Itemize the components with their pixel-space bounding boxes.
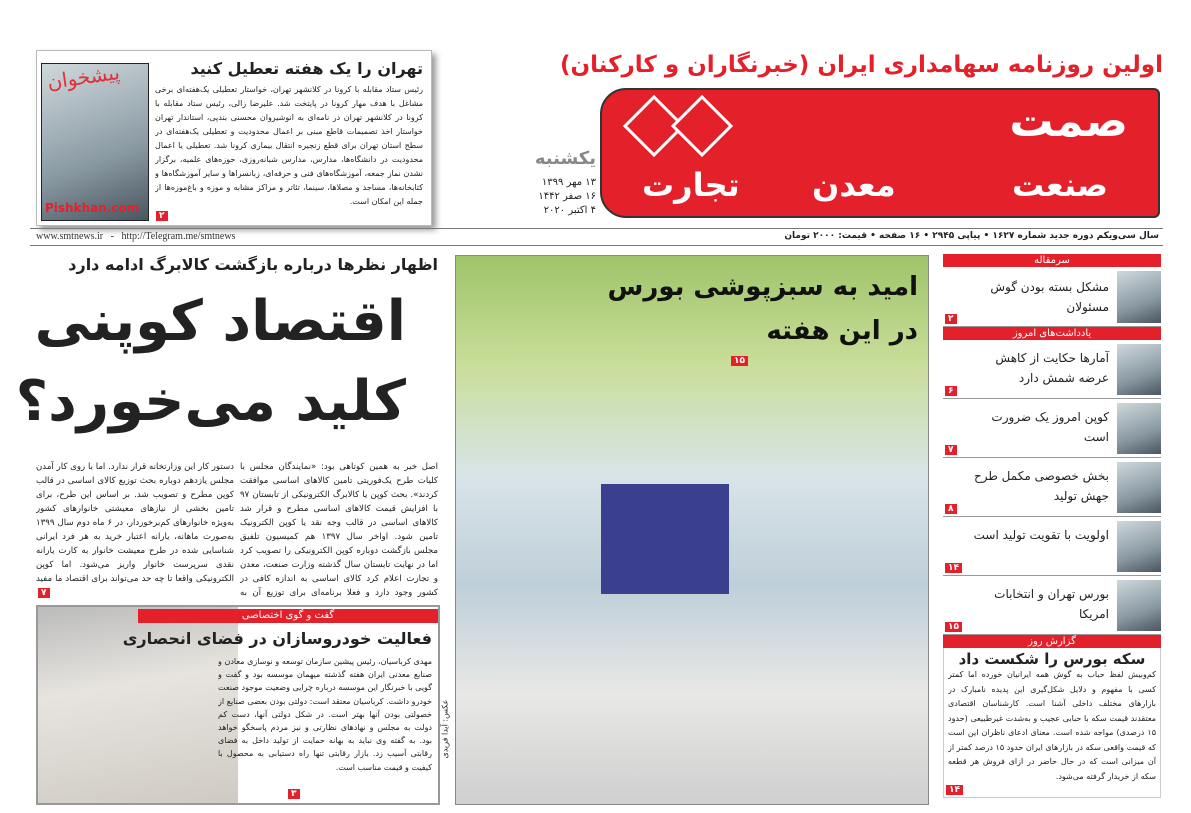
note-item[interactable]: [943, 399, 1161, 458]
editorial-title: مشکل بسته بودن گوش مسئولان: [990, 280, 1109, 314]
feature-headline-2[interactable]: در این هفته: [766, 316, 918, 346]
weekday: یکشنبه: [534, 148, 596, 169]
note-page: ۸: [945, 504, 957, 514]
note-title: اولویت با تقویت تولید است: [973, 528, 1109, 542]
notes-label: یادداشت‌های امروز: [943, 327, 1161, 340]
promo-box[interactable]: [36, 50, 432, 226]
date-hijri: ۱۶ صفر ۱۴۴۲: [538, 191, 596, 202]
note-page: ۶: [945, 386, 957, 396]
logo-main: صمت: [1009, 96, 1128, 147]
tagline: اولین روزنامه سهامداری ایران (خبرنگاران و کارکنان): [560, 52, 1163, 78]
note-item[interactable]: [943, 576, 1161, 635]
note-title: کوپن امروز یک ضرورت است: [991, 410, 1109, 444]
note-author-photo: [1117, 344, 1161, 395]
logo[interactable]: [600, 88, 1160, 218]
promo-page: ۲: [156, 211, 168, 221]
note-author-photo: [1117, 580, 1161, 631]
feature-headline-1[interactable]: امید به سبزپوشی بورس: [607, 272, 918, 302]
report-page: ۱۴: [946, 785, 963, 795]
report-label: گزارش روز: [943, 635, 1161, 648]
interview-title[interactable]: فعالیت خودروسازان در فضای انحصاری: [122, 629, 432, 648]
promo-title: تهران را یک هفته تعطیل کنید: [190, 59, 423, 78]
lead-page: ۷: [38, 588, 50, 598]
note-title: بخش خصوصی مکمل طرح جهش تولید: [973, 469, 1109, 503]
report-text: کم‌وبیش لفظ حباب به گوش همه ایرانیان خورده اما کمتر کسی با مفهوم و دلایل شکل‌گیری این پدیده نامبارک در بازارهای مختلف داخلی آشنا است. کارشناسان اقتصادی معتقدند قیمت سکه با حبابی عجیب و به‌شدت غیرطبیعی (حدود ۱۵ درصدی) مواجه شده است. معنای ادعای ناظران این است که قیمت واقعی سکه در بازارهای ایران حدود ۱۵ درصد کمتر از آن میزانی است که در حال حاضر در ازای فروش هر قطعه سکه از خریدار گرفته می‌شود.: [948, 670, 1156, 781]
logo-diamond: [671, 95, 733, 157]
note-page: ۷: [945, 445, 957, 455]
interview-box[interactable]: [36, 605, 440, 805]
note-author-photo: [1117, 462, 1161, 513]
note-item[interactable]: [943, 458, 1161, 517]
editorial-label: سرمقاله: [943, 254, 1161, 267]
note-item[interactable]: [943, 517, 1161, 576]
editorial-page: ۲: [945, 314, 957, 324]
photo-credit: عکس: آیدا فریدی: [440, 699, 450, 759]
site-links[interactable]: www.smtnews.ir - http://Telegram.me/smtnews: [36, 231, 236, 242]
date-jalali: ۱۳ مهر ۱۳۹۹: [541, 177, 596, 188]
editorial-photo: [1117, 271, 1161, 323]
note-title: بورس تهران و انتخابات امریکا: [994, 587, 1109, 621]
dates: [510, 176, 596, 218]
date-gregorian: ۴ اکتبر ۲۰۲۰: [543, 205, 596, 216]
issue-info: سال سی‌ویکم دوره جدید شماره ۱۶۲۷ • پیاپی ۲۹۴۵ • ۱۶ صفحه • قیمت: ۲۰۰۰ تومان: [784, 231, 1159, 241]
editorial-item[interactable]: [943, 267, 1161, 327]
pishkhan-url: Pishkhan.com: [45, 201, 140, 215]
logo-word-tejarat: تجارت: [642, 166, 740, 204]
infobar: [30, 228, 1163, 246]
notes-list: [943, 340, 1161, 635]
note-item[interactable]: [943, 340, 1161, 399]
sidebar: [943, 254, 1161, 798]
note-page: ۱۵: [945, 622, 962, 632]
report[interactable]: [943, 648, 1161, 798]
note-author-photo: [1117, 521, 1161, 572]
note-author-photo: [1117, 403, 1161, 454]
exchange-sign: [601, 484, 729, 594]
lead-headline-1[interactable]: اقتصاد کوپنی: [34, 289, 406, 354]
logo-word-sanat: صنعت: [1012, 166, 1108, 204]
feature-page: ۱۵: [731, 356, 748, 366]
interview-text: مهدی کرباسیان، رئیس پیشین سازمان توسعه و نوسازی معادن و صنایع معدنی ایران هفته گذشته میهمان موسسه بود و گفت و گویی با خبرنگار این موسسه درباره چرایی وضعیت موجود صنعت خودرو داشت. کرباسیان معتقد است: دولتی بودن بعضی صنایع از خصولتی بودن آنها بهتر است. در شکل دولتی آنها، دست کم دولت به مجلس و نهادهای نظارتی و نیز مردم پاسخگو خواهد بود. به گفته وی نباید به بهانه حمایت از تولید داخل به فضای رقابتی آسیب زد. بازار رقابتی تنها راه دستیابی به محصول با کیفیت و قیمت مناسب است.: [218, 657, 432, 772]
promo-text: رئیس ستاد مقابله با کرونا در کلانشهر تهران، خواستار تعطیلی یک‌هفته‌ای برخی مشاغل با هدف مهار کرونا در پایتخت شد. علیرضا زالی، رئیس ستاد مقابله با کرونا در کلانشهر تهران در نامه‌ای به انوشیروان محسنی بندپی، استاندار تهران خواستار اخذ تصمیمات قاطع مبنی بر اعمال محدودیت و تعطیلی یک‌هفته‌ای در سطح استان تهران برای قطع زنجیره انتقال بیماری کرونا شد. تعطیلی یا اعمال محدودیت در دانشگاه‌ها، مدارس، مدارس شبانه‌روزی، حوزه‌های علمیه، برگزار نشدن نماز جمعه، آموزشگاه‌های فنی و حرفه‌ای، زبانسراها و سایر آموزشگاه‌ها و کتابخانه‌ها، مساجد و مصلاها، سینما، تئاتر و مراکز مشابه و موزه و باغ‌موزه‌ها از جمله این امکان است.: [155, 85, 423, 206]
lead-col-right: اصل خبر به همین کوتاهی بود: «نمایندگان مجلس با کلیات طرح یک‌فوریتی تامین کالاهای اساسی موافقت کردند». بحث کوپن یا کالابرگ الکترونیکی از تابستان ۹۷ با افزایش قیمت کالاهای اساسی مطرح و قرار شد کالاهای اساسی در قالب وجه نقد یا کوپن الکترونیک تامین شود. اواخر سال ۱۳۹۷ هم کمیسیون تلفیق مجلس بازگشت دوباره کوپن الکترونیکی را تصویب کرد اما در نهایت تابستان سال گذشته وزارت صنعت، معدن و تجارت اعلام کرد کالای اساسی به اندازه کافی در کشور وجود دارد و فعلا برنامه‌ای برای توزیع آن به: [240, 462, 438, 598]
lead-headline-2[interactable]: کلید می‌خورد؟: [15, 369, 406, 434]
logo-word-madan: معدن: [812, 166, 896, 204]
feature-photo[interactable]: [455, 255, 929, 805]
interview-page: ۳: [288, 789, 300, 799]
note-page: ۱۴: [945, 563, 962, 573]
lead-col-left: دستور کار این وزارتخانه قرار ندارد. اما با روی کار آمدن مجلس یازدهم دوباره بحث توزیع کالای اساسی در قالب کوپن مطرح و تصویب شد. بر اساس این طرح، برای تامین بخشی از نیازهای معیشتی خانوارهای کشور به‌ویژه خانوارهای کم‌برخوردار، در ۶ ماه دوم سال ۱۳۹۹ به‌صورت ماهانه، یارانه اعتبار خرید به هر فرد ایرانی شناسایی شده در طرح معیشت خانوار به کارت یارانه نقدی سرپرست خانوار واریز می‌شود. اما کوپن الکترونیکی واقعا تا چه حد می‌تواند برای اقتصاد ما مفید: [36, 462, 234, 584]
interview-label: گفت و گوی اختصاصی: [138, 609, 438, 623]
note-title: آمارها حکایت از کاهش عرضه شمش دارد: [995, 351, 1109, 385]
report-title: سکه بورس را شکست داد: [958, 650, 1146, 668]
lead-kicker: اظهار نظرها درباره بازگشت کالابرگ ادامه دارد: [68, 255, 438, 274]
pishkhan-watermark: پیشخوان: [45, 60, 122, 94]
